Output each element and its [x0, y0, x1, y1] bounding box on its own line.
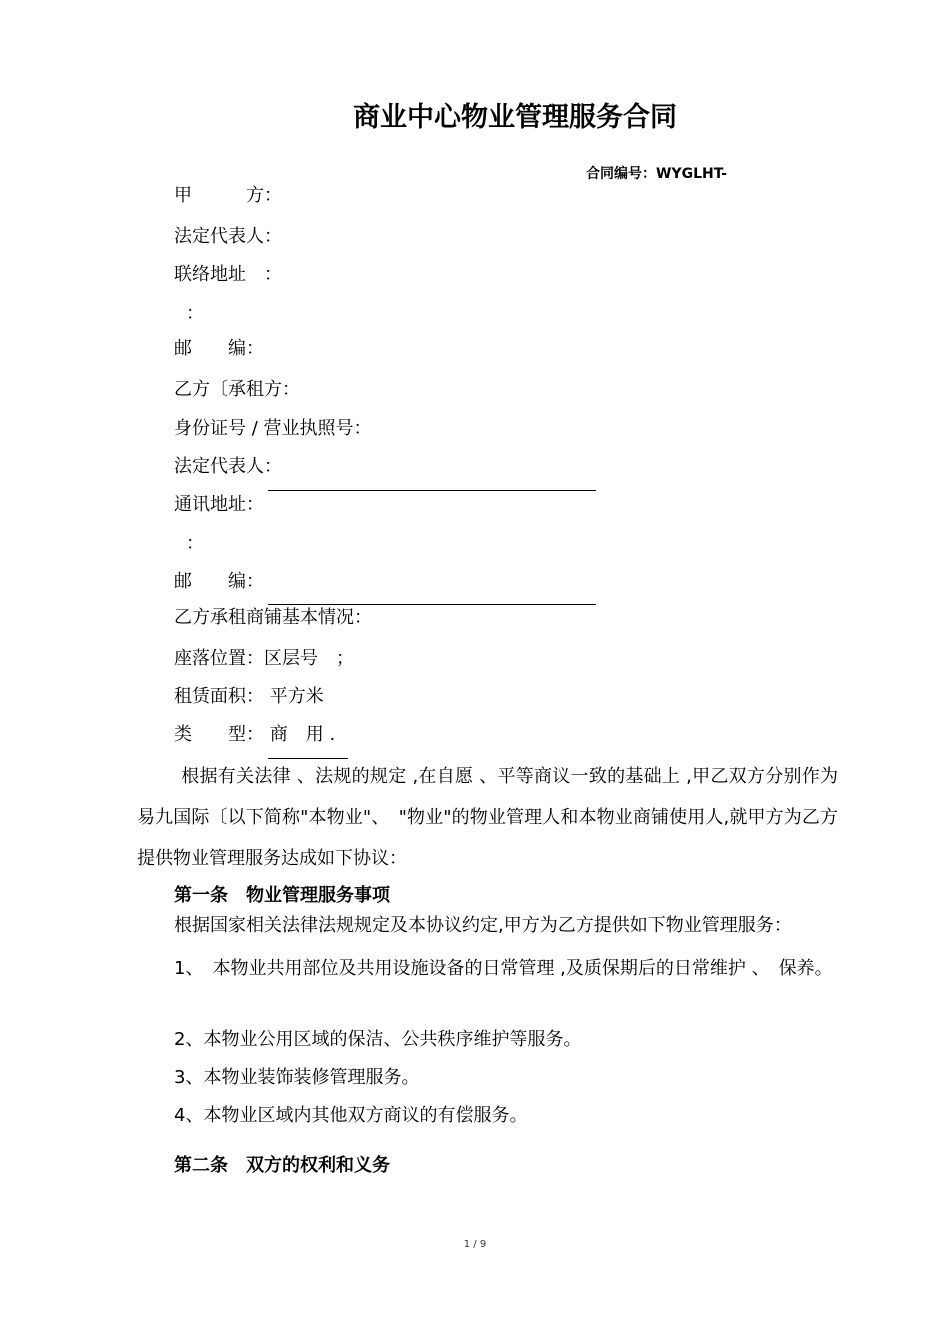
article-1-item-1-text: 1、 本物业共用部位及共用设施设备的日常管理 ,及质保期后的日常维护 、 保养。 [174, 958, 833, 979]
postcode-underline [268, 604, 596, 605]
article-1-item-2: 2、本物业公用区域的保洁、公共秩序维护等服务。 [174, 1029, 582, 1050]
party-b-extra-colon: ： [186, 533, 204, 554]
party-b-label: 乙方〔承租方： [174, 379, 300, 400]
party-a-label: 甲 方： [174, 185, 282, 206]
article-1-heading: 第一条 物业管理服务事项 [174, 885, 390, 906]
intro-paragraph [137, 756, 838, 879]
article-2-heading: 第二条 双方的权利和义务 [174, 1155, 390, 1176]
shop-info-label: 乙方承租商铺基本情况： [174, 607, 372, 628]
party-b-legal-rep-label: 法定代表人： [174, 456, 282, 477]
party-a-address-label: 联络地址 ： [174, 264, 282, 285]
contract-number: 合同编号：WYGLHT- [586, 166, 728, 182]
party-a-extra-colon: ： [186, 303, 204, 324]
party-a-postcode-label: 邮 编： [174, 338, 264, 359]
party-a-legal-rep-label: 法定代表人： [174, 226, 282, 247]
intro-text: 根据有关法律 、法规的规定 ,在自愿 、平等商议一致的基础上 ,甲乙双方分别作为易九国际〔以下简称"本物业"、 "物业"的物业管理人和本物业商铺使用人,就甲方为乙方提供物业管理服务达成如下协议： [137, 766, 838, 869]
shop-area-label: 租赁面积： 平方米 [174, 686, 324, 707]
party-b-id-label: 身份证号 / 营业执照号： [174, 418, 372, 439]
article-1-lead: 根据国家相关法律法规规定及本协议约定,甲方为乙方提供如下物业管理服务： [174, 915, 792, 936]
article-1-item-3: 3、本物业装饰装修管理服务。 [174, 1067, 420, 1088]
party-b-postcode-label: 邮 编： [174, 571, 264, 592]
legal-rep-underline [268, 490, 596, 491]
shop-location-label: 座落位置：区层号 ； [174, 648, 354, 669]
article-1-item-4: 4、本物业区域内其他双方商议的有偿服务。 [174, 1105, 528, 1126]
shop-type-label: 类 型： 商 用 . [174, 724, 336, 745]
party-b-address-label: 通讯地址： [174, 494, 264, 515]
page-number: 1 / 9 [463, 1239, 487, 1250]
article-1-item-1 [137, 948, 838, 989]
document-title: 商业中心物业管理服务合同 [353, 102, 677, 133]
